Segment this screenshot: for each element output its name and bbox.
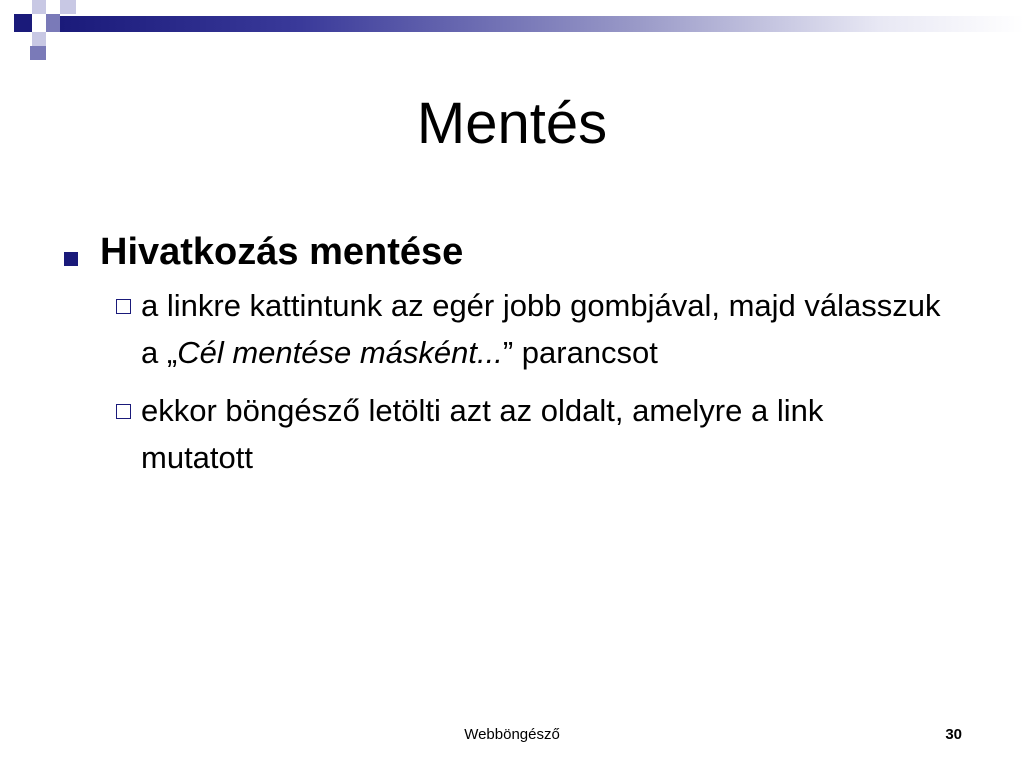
bullet-text-part: a linkre kattintunk az egér jobb gombjával, majd válasszuk a „ xyxy=(141,288,941,370)
decor-square xyxy=(46,14,60,32)
hollow-square-bullet-icon xyxy=(116,404,131,419)
menu-command-name: Cél mentése másként... xyxy=(177,334,503,370)
bullet-text xyxy=(141,388,941,481)
bullet-level-2 xyxy=(116,283,964,376)
decor-square xyxy=(14,14,32,32)
decor-square xyxy=(60,0,76,14)
bullet-text-part: ekkor böngésző letölti azt az oldalt, amelyre a link mutatott xyxy=(141,393,824,475)
bullet-text xyxy=(141,283,941,376)
bullet-level-1 xyxy=(64,228,964,277)
header-gradient-bar xyxy=(60,16,1024,32)
bullet-level-2 xyxy=(116,388,964,481)
page-number: 30 xyxy=(945,726,962,743)
bullet-text-part: ” parancsot xyxy=(502,334,658,370)
footer-label: Webböngésző xyxy=(464,726,560,743)
slide-title: Mentés xyxy=(416,91,608,156)
decor-square xyxy=(30,46,46,60)
decor-square xyxy=(32,0,46,14)
slide-content xyxy=(64,228,964,481)
bullet-heading: Hivatkozás mentése xyxy=(100,231,464,273)
hollow-square-bullet-icon xyxy=(116,299,131,314)
decor-square xyxy=(32,32,46,46)
square-bullet-icon xyxy=(64,252,78,266)
